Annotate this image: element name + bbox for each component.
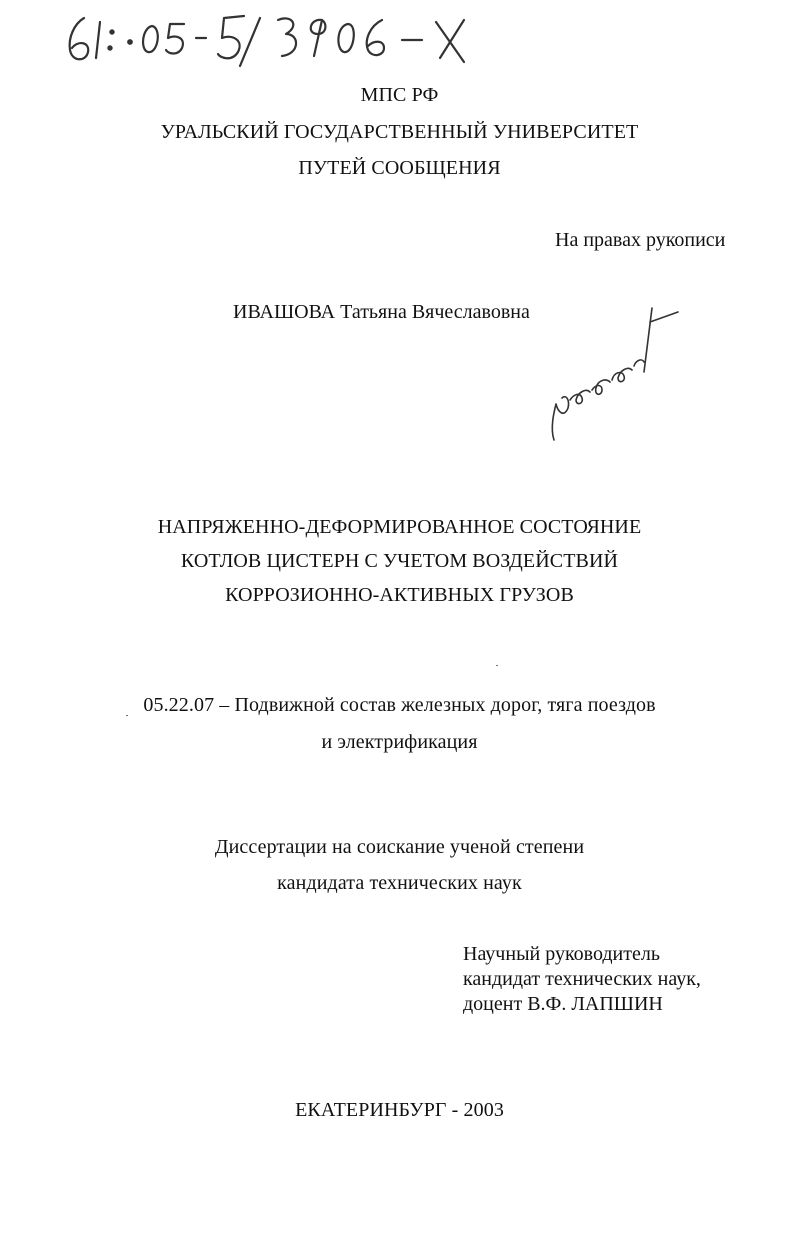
signature <box>540 300 690 450</box>
university-name-line2: ПУТЕЙ СООБЩЕНИЯ <box>298 157 501 179</box>
supervisor-line3: доцент В.Ф. ЛАПШИН <box>463 993 663 1015</box>
archive-mark <box>60 10 480 72</box>
title-line2: КОТЛОВ ЦИСТЕРН С УЧЕТОМ ВОЗДЕЙСТВИЙ <box>180 550 619 572</box>
manuscript-rights: На правах рукописи <box>555 229 726 251</box>
degree-line1: Диссертации на соискание ученой степени <box>214 836 585 858</box>
specialty-line1: 05.22.07 – Подвижной состав железных дорог, тяга поездов <box>143 694 656 716</box>
city-year: ЕКАТЕРИНБУРГ - 2003 <box>295 1099 504 1121</box>
author-given-names: Татьяна Вячеславовна <box>340 301 530 323</box>
degree-line2: кандидата технических наук <box>277 872 522 894</box>
author-name <box>233 300 530 324</box>
author-surname: ИВАШОВА <box>233 301 336 323</box>
title-line3: КОРРОЗИОННО-АКТИВНЫХ ГРУЗОВ <box>225 584 574 606</box>
supervisor-line1: Научный руководитель <box>463 943 660 965</box>
title-line1: НАПРЯЖЕННО-ДЕФОРМИРОВАННОЕ СОСТОЯНИЕ <box>157 516 642 538</box>
specialty-line2: и электрификация <box>321 731 478 753</box>
scan-speck <box>496 665 498 666</box>
ministry-name: МПС РФ <box>360 84 439 106</box>
supervisor-line2: кандидат технических наук, <box>463 968 701 990</box>
university-name-line1: УРАЛЬСКИЙ ГОСУДАРСТВЕННЫЙ УНИВЕРСИТЕТ <box>160 121 639 143</box>
